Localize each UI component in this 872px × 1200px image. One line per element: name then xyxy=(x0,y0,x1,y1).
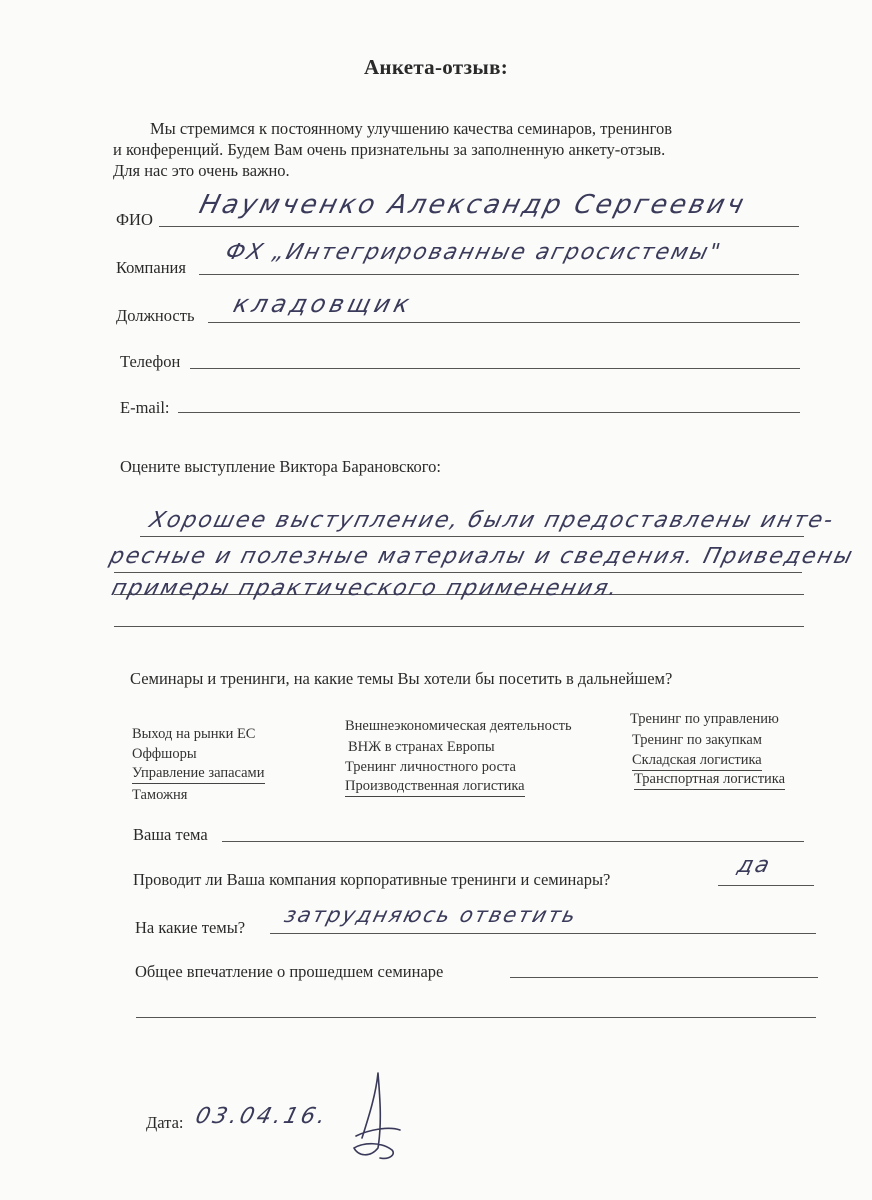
rating-answer-line[interactable]: Хорошее выступление, были предоставлены инте- xyxy=(146,508,838,533)
topic-option[interactable]: Тренинг по закупкам xyxy=(632,732,762,748)
topic-option[interactable]: Внешнеэкономическая деятельность xyxy=(345,718,572,734)
company-label: Компания xyxy=(116,258,186,277)
topic-option-selected[interactable]: Складская логистика xyxy=(632,752,762,771)
intro-line: и конференций. Будем Вам очень признательны за заполненную анкету-отзыв. xyxy=(113,140,666,159)
topic-option[interactable]: Тренинг личностного роста xyxy=(345,759,516,775)
which-topics-question: На какие темы? xyxy=(135,918,246,937)
email-label: E-mail: xyxy=(120,398,170,417)
rating-line-1 xyxy=(140,536,804,537)
impression-question: Общее впечатление о прошедшем семинаре xyxy=(135,962,444,981)
impression-line-1 xyxy=(510,977,818,978)
which-topics-answer[interactable]: затрудняюсь ответить xyxy=(282,903,581,927)
intro-line: Для нас это очень важно. xyxy=(113,161,290,180)
topic-option[interactable]: Таможня xyxy=(132,787,188,803)
position-line xyxy=(208,322,800,323)
which-topics-line xyxy=(270,933,816,934)
fio-line xyxy=(159,226,799,227)
topic-option[interactable]: ВНЖ в странах Европы xyxy=(348,739,495,755)
form-title: Анкета-отзыв: xyxy=(363,55,509,79)
company-field[interactable]: ФХ „Интегрированные агросистемы" xyxy=(222,240,725,265)
position-field[interactable]: кладовщик xyxy=(230,290,417,318)
topic-option-selected[interactable]: Управление запасами xyxy=(132,765,265,784)
position-label: Должность xyxy=(116,306,195,325)
intro-line: Мы стремимся к постоянному улучшению качества семинаров, тренингов xyxy=(150,119,672,138)
topic-option[interactable]: Тренинг по управлению xyxy=(630,711,779,727)
intro-text xyxy=(113,118,672,181)
corporate-question: Проводит ли Ваша компания корпоративные тренинги и семинары? xyxy=(133,870,611,889)
rating-line-2 xyxy=(114,572,802,573)
impression-line-2 xyxy=(136,1017,816,1018)
topic-option[interactable]: Выход на рынки ЕС xyxy=(132,726,256,742)
topics-question: Семинары и тренинги, на какие темы Вы хотели бы посетить в дальнейшем? xyxy=(130,669,673,688)
rating-line-4 xyxy=(114,626,804,627)
email-line xyxy=(178,412,800,413)
signature-image xyxy=(348,1068,408,1163)
rating-answer-line[interactable]: ресные и полезные материалы и сведения. Приведены xyxy=(106,544,857,569)
corporate-answer[interactable]: да xyxy=(734,853,774,878)
corporate-line xyxy=(718,885,814,886)
phone-label: Телефон xyxy=(120,352,181,371)
rating-answer-line[interactable]: примеры практического применения. xyxy=(108,576,622,601)
phone-line xyxy=(190,368,800,369)
your-topic-label: Ваша тема xyxy=(133,825,208,844)
fio-label: ФИО xyxy=(116,210,153,229)
topic-option-selected[interactable]: Производственная логистика xyxy=(345,778,525,797)
fio-field[interactable]: Наумченко Александр Сергеевич xyxy=(196,190,750,220)
topic-option-selected[interactable]: Транспортная логистика xyxy=(634,771,785,790)
company-line xyxy=(199,274,799,275)
your-topic-line xyxy=(222,841,804,842)
topic-option[interactable]: Оффшоры xyxy=(132,746,197,762)
rating-question: Оцените выступление Виктора Барановского: xyxy=(120,457,441,476)
date-field[interactable]: 03.04.16. xyxy=(192,1104,332,1129)
date-label: Дата: xyxy=(146,1113,184,1132)
